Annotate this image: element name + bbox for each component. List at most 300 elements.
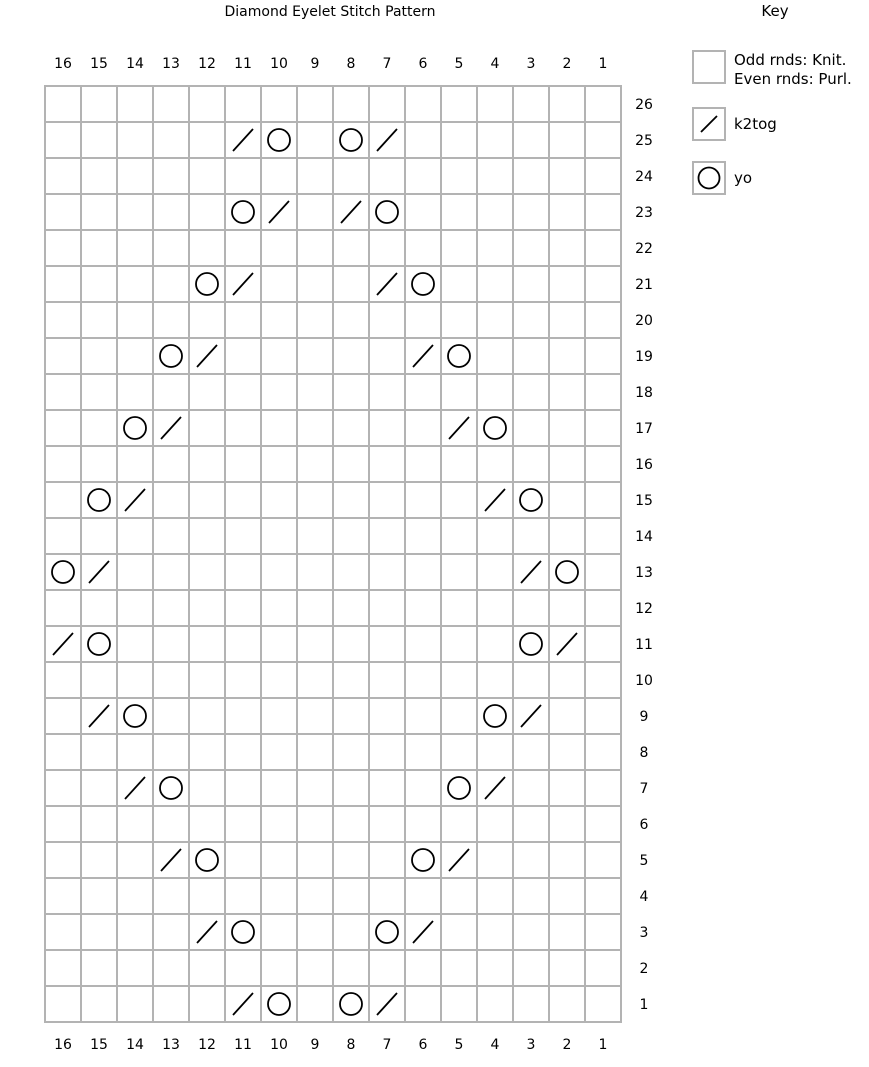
- chart-cell: [189, 482, 225, 518]
- chart-cell: [441, 698, 477, 734]
- column-number-top: 15: [90, 56, 108, 72]
- chart-cell: [117, 986, 153, 1022]
- column-number-top: 3: [526, 56, 536, 72]
- chart-cell: [297, 986, 333, 1022]
- chart-cell: [405, 158, 441, 194]
- chart-cell: [261, 518, 297, 554]
- chart-cell: [333, 698, 369, 734]
- chart-cell: [225, 482, 261, 518]
- chart-cell: [189, 158, 225, 194]
- chart-cell: [585, 374, 621, 410]
- chart-cell: [81, 986, 117, 1022]
- chart-cell: [513, 626, 549, 662]
- blank-cell-icon: [692, 50, 726, 84]
- chart-cell: [405, 482, 441, 518]
- chart-cell: [297, 914, 333, 950]
- chart-cell: [549, 734, 585, 770]
- chart-cell: [369, 842, 405, 878]
- chart-cell: [261, 482, 297, 518]
- chart-cell: [333, 914, 369, 950]
- chart-cell: [225, 554, 261, 590]
- row-number: 7: [639, 781, 649, 797]
- chart-cell: [297, 302, 333, 338]
- column-number-bottom: 1: [598, 1037, 608, 1053]
- chart-cell: [261, 122, 297, 158]
- chart-cell: [333, 734, 369, 770]
- chart-cell: [261, 590, 297, 626]
- chart-cell: [477, 734, 513, 770]
- chart-cell: [477, 338, 513, 374]
- chart-cell: [45, 410, 81, 446]
- chart-cell: [513, 914, 549, 950]
- chart-cell: [405, 554, 441, 590]
- chart-cell: [297, 230, 333, 266]
- chart-cell: [513, 662, 549, 698]
- chart-cell: [477, 446, 513, 482]
- chart-cell: [405, 302, 441, 338]
- chart-cell: [333, 158, 369, 194]
- chart-cell: [45, 122, 81, 158]
- chart-cell: [585, 86, 621, 122]
- row-number: 6: [639, 817, 649, 833]
- chart-cell: [81, 878, 117, 914]
- chart-cell: [189, 446, 225, 482]
- chart-cell: [513, 950, 549, 986]
- chart-cell: [189, 194, 225, 230]
- column-number-bottom: 16: [54, 1037, 72, 1053]
- chart-cell: [117, 662, 153, 698]
- chart-cell: [261, 914, 297, 950]
- chart-cell: [441, 230, 477, 266]
- chart-cell: [261, 770, 297, 806]
- chart-cell: [261, 734, 297, 770]
- chart-cell: [297, 446, 333, 482]
- chart-cell: [549, 302, 585, 338]
- chart-cell: [405, 986, 441, 1022]
- chart-cell: [333, 626, 369, 662]
- chart-cell: [585, 698, 621, 734]
- chart-cell: [117, 122, 153, 158]
- column-number-top: 10: [270, 56, 288, 72]
- row-number: 15: [635, 493, 653, 509]
- chart-cell: [225, 914, 261, 950]
- chart-cell: [225, 410, 261, 446]
- chart-cell: [225, 446, 261, 482]
- chart-cell: [369, 950, 405, 986]
- chart-cell: [549, 518, 585, 554]
- chart-cell: [441, 446, 477, 482]
- chart-cell: [513, 194, 549, 230]
- chart-cell: [153, 230, 189, 266]
- chart-cell: [513, 590, 549, 626]
- chart-cell: [369, 914, 405, 950]
- chart-cell: [117, 266, 153, 302]
- chart-cell: [81, 482, 117, 518]
- chart-cell: [405, 734, 441, 770]
- chart-cell: [369, 734, 405, 770]
- column-number-top: 9: [310, 56, 320, 72]
- chart-cell: [261, 86, 297, 122]
- chart-cell: [45, 518, 81, 554]
- chart-cell: [117, 374, 153, 410]
- chart-cell: [297, 950, 333, 986]
- chart-cell: [585, 770, 621, 806]
- key-odd-rounds-text: Odd rnds: Knit.: [734, 51, 847, 69]
- chart-cell: [585, 662, 621, 698]
- chart-cell: [333, 878, 369, 914]
- chart-cell: [477, 554, 513, 590]
- chart-cell: [189, 122, 225, 158]
- chart-cell: [225, 338, 261, 374]
- chart-cell: [369, 338, 405, 374]
- column-number-bottom: 13: [162, 1037, 180, 1053]
- chart-cell: [153, 266, 189, 302]
- chart-cell: [333, 266, 369, 302]
- chart-cell: [45, 770, 81, 806]
- chart-cell: [369, 626, 405, 662]
- row-number: 10: [635, 673, 653, 689]
- row-number: 26: [635, 97, 653, 113]
- chart-cell: [405, 878, 441, 914]
- chart-cell: [369, 770, 405, 806]
- chart-cell: [333, 554, 369, 590]
- chart-cell: [513, 86, 549, 122]
- column-number-top: 6: [418, 56, 428, 72]
- chart-cell: [441, 302, 477, 338]
- chart-cell: [477, 266, 513, 302]
- chart-cell: [225, 374, 261, 410]
- chart-cell: [513, 878, 549, 914]
- chart-cell: [513, 806, 549, 842]
- chart-cell: [585, 230, 621, 266]
- chart-cell: [225, 626, 261, 662]
- chart-cell: [441, 986, 477, 1022]
- chart-cell: [513, 158, 549, 194]
- chart-cell: [441, 878, 477, 914]
- chart-cell: [81, 590, 117, 626]
- chart-cell: [297, 662, 333, 698]
- chart-cell: [333, 806, 369, 842]
- yo-icon: [692, 161, 726, 195]
- row-number: 23: [635, 205, 653, 221]
- chart-cell: [117, 590, 153, 626]
- chart-cell: [585, 194, 621, 230]
- chart-cell: [153, 806, 189, 842]
- chart-cell: [153, 482, 189, 518]
- chart-cell: [45, 338, 81, 374]
- chart-cell: [45, 554, 81, 590]
- chart-cell: [369, 518, 405, 554]
- chart-cell: [261, 554, 297, 590]
- chart-cell: [225, 86, 261, 122]
- chart-cell: [477, 662, 513, 698]
- chart-cell: [261, 626, 297, 662]
- chart-cell: [261, 302, 297, 338]
- chart-cell: [405, 662, 441, 698]
- chart-cell: [45, 482, 81, 518]
- chart-cell: [297, 338, 333, 374]
- chart-cell: [477, 410, 513, 446]
- chart-cell: [477, 158, 513, 194]
- chart-cell: [585, 158, 621, 194]
- chart-cell: [549, 230, 585, 266]
- chart-cell: [585, 878, 621, 914]
- chart-cell: [153, 770, 189, 806]
- chart-cell: [153, 878, 189, 914]
- chart-cell: [117, 698, 153, 734]
- chart-cell: [513, 770, 549, 806]
- chart-cell: [405, 806, 441, 842]
- chart-cell: [81, 410, 117, 446]
- chart-cell: [189, 230, 225, 266]
- chart-cell: [585, 806, 621, 842]
- chart-cell: [297, 158, 333, 194]
- chart-cell: [405, 842, 441, 878]
- chart-cell: [441, 518, 477, 554]
- chart-cell: [405, 194, 441, 230]
- chart-cell: [297, 482, 333, 518]
- chart-cell: [369, 302, 405, 338]
- column-number-top: 7: [382, 56, 392, 72]
- chart-cell: [585, 626, 621, 662]
- chart-cell: [441, 734, 477, 770]
- chart-cell: [477, 914, 513, 950]
- chart-cell: [81, 662, 117, 698]
- chart-cell: [297, 374, 333, 410]
- row-number: 4: [639, 889, 649, 905]
- chart-cell: [513, 734, 549, 770]
- chart-cell: [117, 842, 153, 878]
- chart-cell: [477, 950, 513, 986]
- column-number-bottom: 8: [346, 1037, 356, 1053]
- chart-cell: [513, 482, 549, 518]
- chart-cell: [369, 590, 405, 626]
- chart-cell: [333, 590, 369, 626]
- chart-cell: [549, 374, 585, 410]
- chart-cell: [585, 446, 621, 482]
- chart-cell: [513, 446, 549, 482]
- chart-cell: [117, 194, 153, 230]
- row-number: 25: [635, 133, 653, 149]
- chart-cell: [513, 374, 549, 410]
- chart-cell: [45, 698, 81, 734]
- chart-cell: [225, 302, 261, 338]
- chart-cell: [153, 950, 189, 986]
- chart-cell: [225, 194, 261, 230]
- key-k2tog-label: k2tog: [734, 115, 777, 133]
- chart-cell: [585, 554, 621, 590]
- column-number-bottom: 2: [562, 1037, 572, 1053]
- chart-cell: [549, 806, 585, 842]
- chart-cell: [333, 842, 369, 878]
- chart-cell: [261, 986, 297, 1022]
- chart-cell: [405, 518, 441, 554]
- chart-cell: [549, 338, 585, 374]
- column-number-top: 16: [54, 56, 72, 72]
- chart-cell: [297, 770, 333, 806]
- chart-cell: [369, 194, 405, 230]
- chart-cell: [513, 302, 549, 338]
- chart-cell: [585, 950, 621, 986]
- chart-cell: [189, 734, 225, 770]
- chart-cell: [585, 338, 621, 374]
- chart-cell: [405, 122, 441, 158]
- chart-cell: [81, 914, 117, 950]
- row-number: 13: [635, 565, 653, 581]
- chart-cell: [153, 302, 189, 338]
- chart-cell: [153, 662, 189, 698]
- chart-cell: [225, 230, 261, 266]
- chart-cell: [477, 230, 513, 266]
- column-number-bottom: 10: [270, 1037, 288, 1053]
- chart-cell: [261, 878, 297, 914]
- column-number-bottom: 4: [490, 1037, 500, 1053]
- chart-cell: [585, 302, 621, 338]
- chart-cell: [297, 266, 333, 302]
- chart-cell: [513, 842, 549, 878]
- chart-cell: [441, 950, 477, 986]
- chart-cell: [405, 86, 441, 122]
- chart-cell: [333, 662, 369, 698]
- chart-cell: [153, 698, 189, 734]
- chart-cell: [333, 482, 369, 518]
- chart-cell: [297, 194, 333, 230]
- chart-cell: [585, 914, 621, 950]
- chart-cell: [585, 122, 621, 158]
- chart-title: Diamond Eyelet Stitch Pattern: [224, 4, 436, 20]
- chart-cell: [477, 698, 513, 734]
- chart-cell: [333, 986, 369, 1022]
- chart-cell: [477, 842, 513, 878]
- chart-cell: [261, 698, 297, 734]
- chart-cell: [405, 950, 441, 986]
- chart-cell: [189, 410, 225, 446]
- chart-cell: [45, 446, 81, 482]
- chart-cell: [405, 590, 441, 626]
- chart-cell: [549, 554, 585, 590]
- chart-cell: [81, 734, 117, 770]
- chart-cell: [261, 158, 297, 194]
- chart-cell: [45, 194, 81, 230]
- chart-cell: [549, 122, 585, 158]
- chart-cell: [369, 878, 405, 914]
- chart-cell: [549, 86, 585, 122]
- chart-cell: [441, 806, 477, 842]
- chart-cell: [81, 626, 117, 662]
- chart-cell: [477, 518, 513, 554]
- chart-cell: [297, 122, 333, 158]
- chart-cell: [297, 518, 333, 554]
- chart-cell: [405, 626, 441, 662]
- chart-cell: [45, 374, 81, 410]
- chart-cell: [441, 770, 477, 806]
- chart-cell: [189, 266, 225, 302]
- chart-cell: [297, 734, 333, 770]
- chart-cell: [549, 914, 585, 950]
- chart-cell: [225, 698, 261, 734]
- row-number: 20: [635, 313, 653, 329]
- chart-cell: [81, 806, 117, 842]
- chart-cell: [297, 410, 333, 446]
- chart-cell: [477, 194, 513, 230]
- chart-cell: [153, 446, 189, 482]
- chart-cell: [117, 806, 153, 842]
- chart-cell: [549, 878, 585, 914]
- column-number-top: 2: [562, 56, 572, 72]
- chart-cell: [189, 518, 225, 554]
- chart-cell: [81, 122, 117, 158]
- column-number-bottom: 14: [126, 1037, 144, 1053]
- row-number: 2: [639, 961, 649, 977]
- chart-cell: [585, 590, 621, 626]
- column-number-top: 11: [234, 56, 252, 72]
- chart-cell: [405, 698, 441, 734]
- chart-cell: [153, 86, 189, 122]
- chart-cell: [405, 446, 441, 482]
- row-number: 22: [635, 241, 653, 257]
- chart-cell: [81, 338, 117, 374]
- chart-cell: [45, 230, 81, 266]
- chart-cell: [369, 446, 405, 482]
- chart-cell: [261, 230, 297, 266]
- column-number-bottom: 12: [198, 1037, 216, 1053]
- column-number-bottom: 7: [382, 1037, 392, 1053]
- chart-cell: [441, 86, 477, 122]
- chart-cell: [45, 842, 81, 878]
- chart-cell: [549, 590, 585, 626]
- chart-cell: [225, 734, 261, 770]
- column-number-top: 12: [198, 56, 216, 72]
- chart-cell: [81, 518, 117, 554]
- column-number-bottom: 9: [310, 1037, 320, 1053]
- chart-cell: [369, 230, 405, 266]
- row-number: 3: [639, 925, 649, 941]
- chart-cell: [189, 374, 225, 410]
- chart-cell: [405, 374, 441, 410]
- chart-cell: [153, 914, 189, 950]
- chart-cell: [513, 266, 549, 302]
- chart-cell: [45, 266, 81, 302]
- chart-cell: [153, 122, 189, 158]
- chart-cell: [333, 302, 369, 338]
- chart-cell: [45, 878, 81, 914]
- row-number: 24: [635, 169, 653, 185]
- chart-cell: [513, 122, 549, 158]
- chart-cell: [189, 950, 225, 986]
- chart-cell: [81, 86, 117, 122]
- chart-cell: [261, 410, 297, 446]
- chart-cell: [333, 122, 369, 158]
- row-number: 19: [635, 349, 653, 365]
- row-number: 5: [639, 853, 649, 869]
- chart-cell: [225, 950, 261, 986]
- chart-cell: [477, 302, 513, 338]
- chart-cell: [153, 338, 189, 374]
- chart-cell: [477, 590, 513, 626]
- chart-cell: [549, 266, 585, 302]
- chart-cell: [117, 410, 153, 446]
- chart-cell: [189, 302, 225, 338]
- chart-cell: [225, 878, 261, 914]
- chart-cell: [117, 518, 153, 554]
- chart-cell: [441, 554, 477, 590]
- chart-cell: [369, 698, 405, 734]
- chart-cell: [189, 626, 225, 662]
- chart-cell: [297, 554, 333, 590]
- chart-cell: [441, 338, 477, 374]
- chart-cell: [117, 734, 153, 770]
- k2tog-icon: [692, 107, 726, 141]
